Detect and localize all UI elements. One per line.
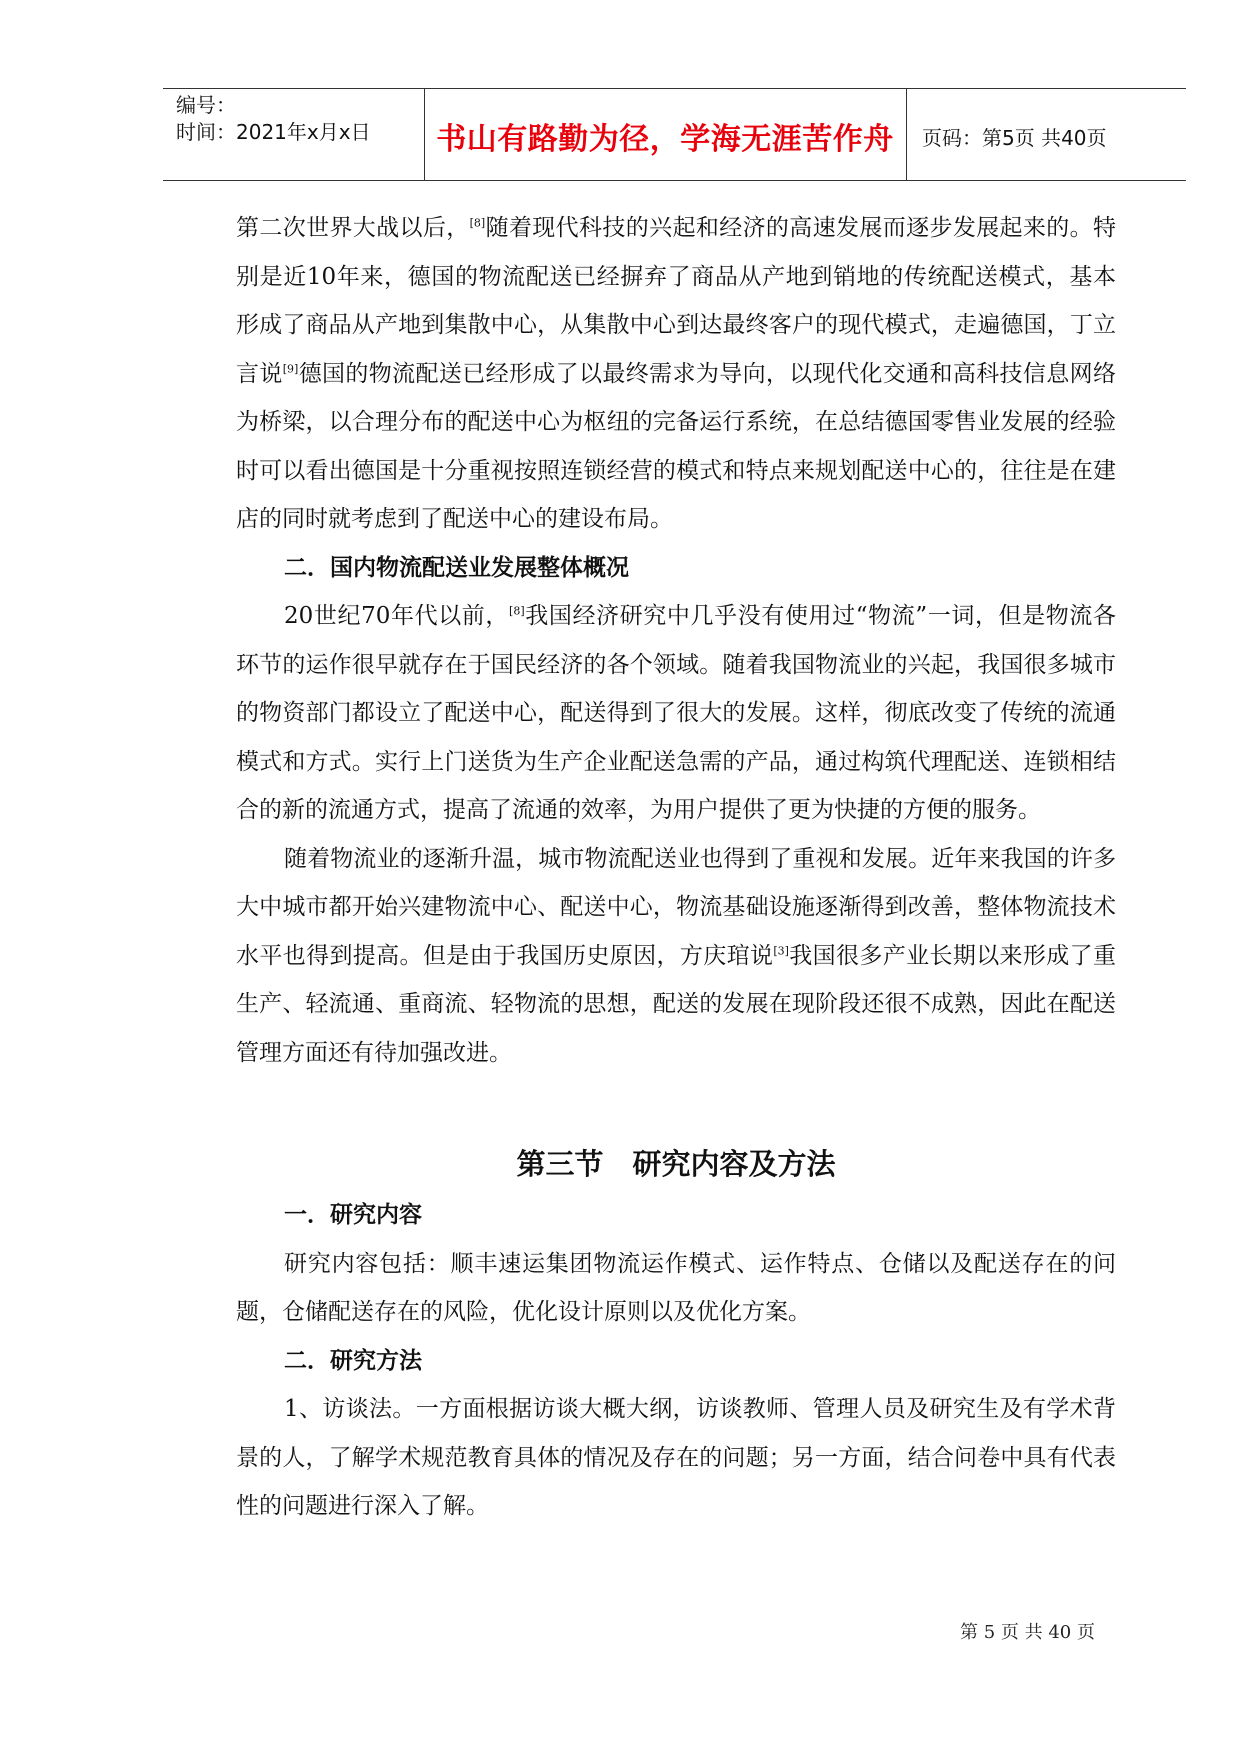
citation-9: [9] — [282, 361, 299, 375]
header-divider-right — [906, 88, 907, 180]
paragraph-germany — [236, 204, 1116, 544]
text-run: 第二次世界大战以后， — [236, 215, 470, 241]
citation-3: [3] — [773, 943, 789, 957]
header-bottom-rule — [163, 180, 1186, 181]
header-page-info: 页码：第5页 共40页 — [922, 126, 1107, 150]
text-run: 我国很多产业长期以来形成了重生产、轻流通、重商流、轻物流的思想，配送的发展在现阶段还很不成熟，因此在配送管理方面还有待加强改进。 — [236, 942, 1117, 1066]
text-run: 随着物流业的逐渐升温，城市物流配送业也得到了重视和发展。近年来我国的许多大中城市都开始兴建物流中心、配送中心，物流基础设施逐渐得到改善，整体物流技术水平也得到提高。但是由于我国历史原因，方庆琯说 — [236, 845, 1116, 969]
paragraph-domestic-history — [236, 592, 1116, 835]
text-run: 随着现代科技的兴起和经济的高速发展而逐步发展起来的。特别是近10年来，德国的物流配送已经摒弃了商品从产地到销地的传统配送模式，基本形成了商品从产地到集散中心，从集散中心到达最终客户的现代模式，走遍德国，丁立言说 — [236, 215, 1117, 387]
page-content — [236, 204, 1116, 1531]
text-run: 我国经济研究中几乎没有使用过“物流”一词，但是物流各环节的运作很早就存在于国民经济的各个领域。随着我国物流业的兴起，我国很多城市的物资部门都设立了配送中心，配送得到了很大的发展。这样，彻底改变了传统的流通模式和方式。实行上门送货为生产企业配送急需的产品，通过构筑代理配送、连锁相结合的新的流通方式，提高了流通的效率，为用户提供了更为快捷的方便的服务。 — [236, 603, 1116, 823]
page-footer: 第 5 页 共 40 页 — [960, 1622, 1095, 1643]
document-number-label: 编号： — [176, 93, 236, 117]
paragraph-research-content: 研究内容包括：顺丰速运集团物流运作模式、运作特点、仓储以及配送存在的问题，仓储配送存在的风险，优化设计原则以及优化方案。 — [236, 1250, 1116, 1325]
text-run: 德国的物流配送已经形成了以最终需求为导向，以现代化交通和高科技信息网络为桥梁，以合理分布的配送中心为枢纽的完备运行系统，在总结德国零售业发展的经验时可以看出德国是十分重视按照连锁经营的模式和特点来规划配送中心的，往往是在建店的同时就考虑到了配送中心的建设布局。 — [236, 360, 1117, 532]
header-meta — [176, 92, 371, 146]
header-motto: 书山有路勤为径，学海无涯苦作舟 — [436, 122, 894, 157]
heading-research-content: 一．研究内容 — [284, 1202, 422, 1228]
paragraph-domestic-development — [236, 835, 1116, 1078]
citation-8: [8] — [509, 604, 525, 618]
document-time-label: 时间：2021年x月x日 — [176, 120, 371, 144]
header-top-rule — [163, 88, 1186, 89]
text-run: 20世纪70年代以前， — [284, 603, 510, 629]
section-spacer — [236, 1077, 1116, 1139]
heading-research-method: 二．研究方法 — [284, 1347, 422, 1374]
paragraph-interview-method: 1、访谈法。一方面根据访谈大概大纲，访谈教师、管理人员及研究生及有学术背景的人，了解学术规范教育具体的情况及存在的问题；另一方面，结合问卷中具有代表性的问题进行深入了解。 — [236, 1396, 1116, 1519]
heading-domestic-overview: 二．国内物流配送业发展整体概况 — [284, 554, 629, 581]
section-title: 第三节 研究内容及方法 — [516, 1147, 836, 1181]
citation-8: [8] — [469, 216, 486, 230]
